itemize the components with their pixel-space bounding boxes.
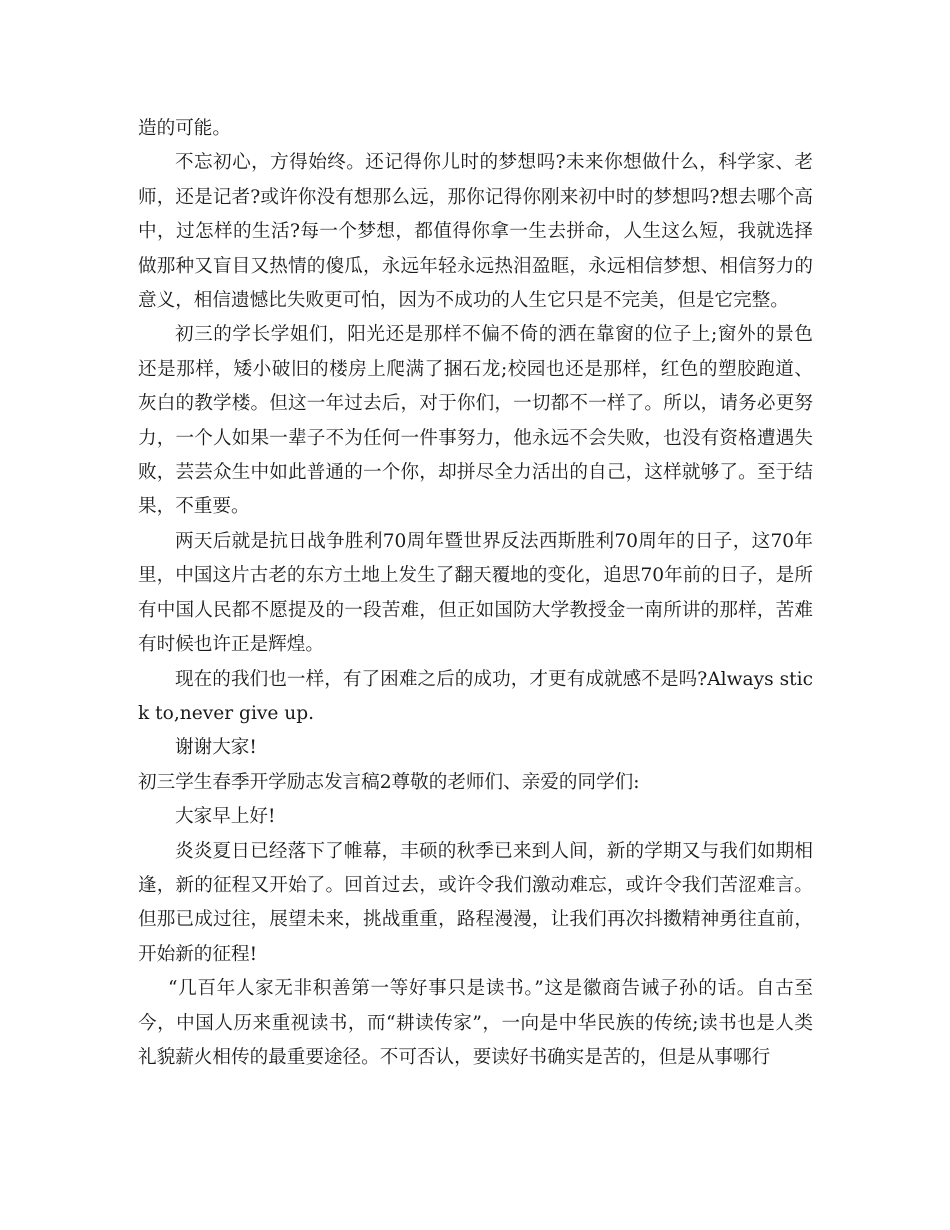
paragraph-anniversary: 两天后就是抗日战争胜利70周年暨世界反法西斯胜利70周年的日子，这70年里，中国这片古老的东方土地上发生了翻天覆地的变化，追思70年前的日子，是所有中国人民都不愿提及的一段苦难，但正如国防大学教授金一南所讲的那样，苦难有时候也许正是辉煌。 [138,530,813,656]
paragraph-reading: “几百年人家无非积善第一等好事只是读书。”这是徽商告诫子孙的话。自古至今，中国人历来重视读书，而“耕读传家”，一向是中华民族的传统;读书也是人类礼貌薪火相传的最重要途径。不可否认，要读好书确实是苦的，但是从事哪行 [138,978,813,1068]
paragraph-original-aspiration: 不忘初心，方得始终。还记得你儿时的梦想吗?未来你想做什么，科学家、老师，还是记者?或许你没有想那么远，那你记得你刚来初中时的梦想吗?想去哪个高中，过怎样的生活?每一个梦想，都值得你拿一生去拼命，人生这么短，我就选择做那种又盲目又热情的傻瓜，永远年轻永远热泪盈眶，永远相信梦想、相信努力的意义，相信遗憾比失败更可怕，因为不成功的人生它只是不完美，但是它完整。 [138,152,813,312]
paragraph-greeting: 大家早上好! [175,806,276,828]
paragraph-continuation: 造的可能。 [138,118,231,139]
paragraph-never-give-up: 现在的我们也一样，有了困难之后的成功，才更有成就感不是吗?Always stick to,never give up. [138,668,813,724]
paragraph-senior-students: 初三的学长学姐们，阳光还是那样不偏不倚的洒在靠窗的位子上;窗外的景色还是那样，矮小破旧的楼房上爬满了捆石龙;校园也还是那样，红色的塑胶跑道、灰白的教学楼。但这一年过去后，对于你们，一切都不一样了。所以，请务必更努力，一个人如果一辈子不为任何一件事努力，他永远不会失败，也没有资格遭遇失败，芸芸众生中如此普通的一个你，却拼尽全力活出的自己，这样就够了。至于结果，不重要。 [138,324,813,518]
paragraph-new-semester: 炎炎夏日已经落下了帷幕，丰硕的秋季已来到人间，新的学期又与我们如期相逢，新的征程又开始了。回首过去，或许令我们激动难忘，或许令我们苦涩难言。但那已成过往，展望未来，挑战重重，路程漫漫，让我们再次抖擞精神勇往直前，开始新的征程! [138,840,813,965]
speech-2-heading: 初三学生春季开学励志发言稿2尊敬的老师们、亲爱的同学们: [138,771,640,793]
document-body [138,112,813,1075]
paragraph-thanks: 谢谢大家! [175,737,257,759]
